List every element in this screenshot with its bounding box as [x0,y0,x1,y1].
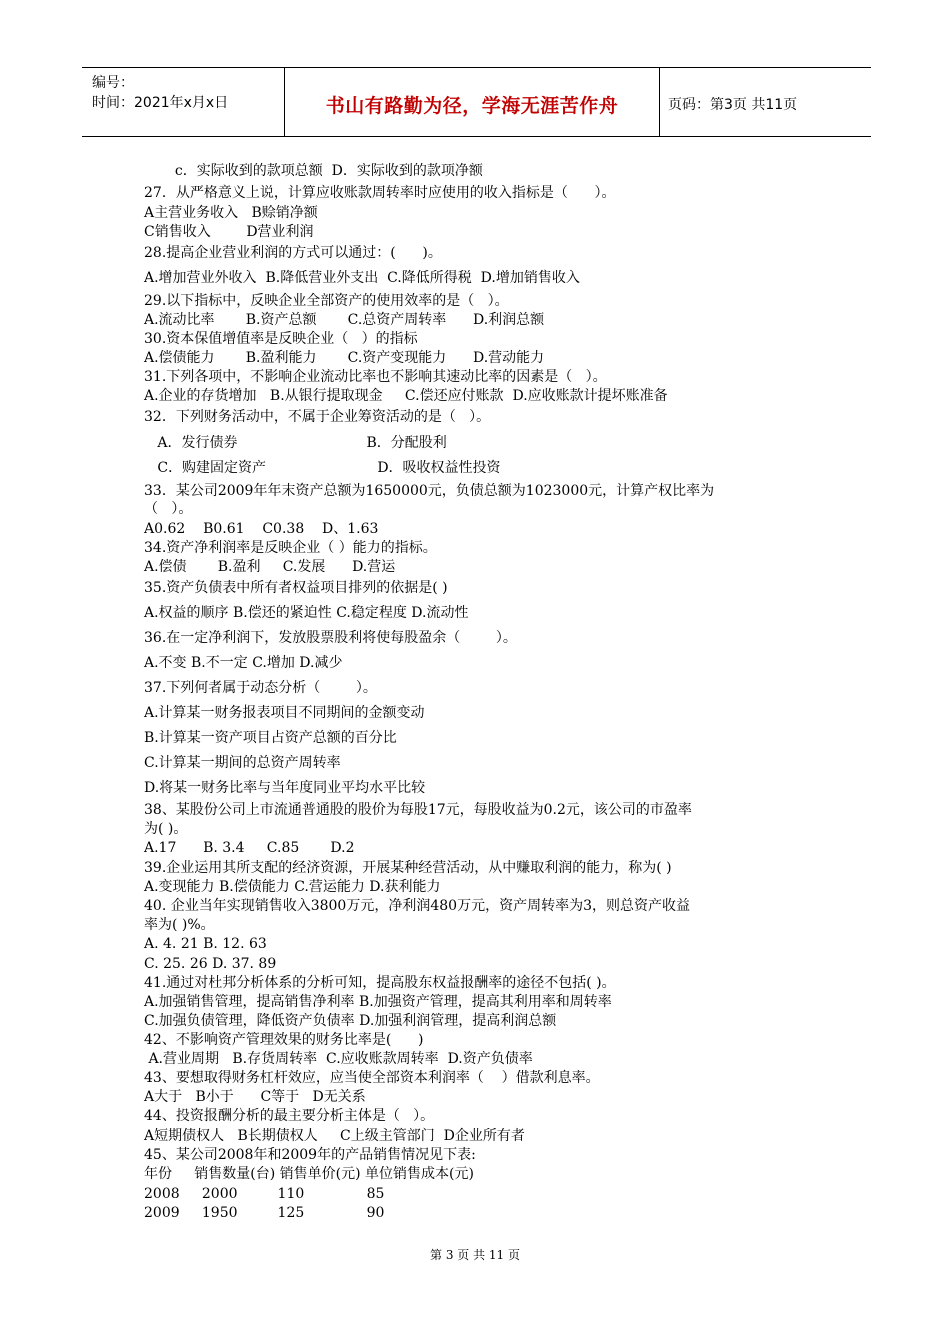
table-row: 2008 2000 110 85 [144,1186,385,1202]
question-41: 41.通过对杜邦分析体系的分析可知，提高股东权益报酬率的途径不包括( )。 [144,975,616,991]
question-28: 28.提高企业营业利润的方式可以通过：( )。 [144,245,442,261]
text-line: B.计算某一资产项目占资产总额的百分比 [144,730,397,746]
page-footer: 第 3 页 共 11 页 [430,1248,520,1262]
text-line: A.17 B. 3.4 C.85 D.2 [144,840,355,856]
text-line: A.增加营业外收入 B.降低营业外支出 C.降低所得税 D.增加销售收入 [144,270,580,286]
question-40: 40. 企业当年实现销售收入3800万元，净利润480万元，资产周转率为3，则总资产收益 [144,898,690,914]
text-line: 率为( )%。 [144,917,215,933]
number-label: 编号： [92,75,134,91]
text-line: C. 25. 26 D. 37. 89 [144,956,277,972]
text-line: A.企业的存货增加 B.从银行提取现金 C.偿还应付账款 D.应收账款计提坏账准备 [144,388,668,404]
text-line: C．购建固定资产 D．吸收权益性投资 [144,460,501,476]
question-36: 36.在一定净利润下，发放股票股利将使每股盈余（ ）。 [144,630,517,646]
page-label: 页码：第3页 共11页 [668,97,798,113]
text-line: C.计算某一期间的总资产周转率 [144,755,341,771]
question-27: 27．从严格意义上说，计算应收账款周转率时应使用的收入指标是（ ）。 [144,185,616,201]
text-line: A0.62 B0.61 C0.38 D、1.63 [144,521,379,537]
question-31: 31.下列各项中，不影响企业流动比率也不影响其速动比率的因素是（ ）。 [144,369,607,385]
question-35: 35.资产负债表中所有者权益项目排列的依据是( ) [144,580,448,596]
text-line: A.权益的顺序 B.偿还的紧迫性 C.稳定程度 D.流动性 [144,605,469,621]
time-label: 时间：2021年x月x日 [92,95,229,111]
question-34: 34.资产净利润率是反映企业（ ）能力的指标。 [144,540,437,556]
text-line: A.不变 B.不一定 C.增加 D.减少 [144,655,343,671]
text-line: A.加强销售管理，提高销售净利率 B.加强资产管理，提高其利用率和周转率 [144,994,612,1010]
text-line: A.偿债 B.盈利 C.发展 D.营运 [144,559,396,575]
text-line: C.加强负债管理，降低资产负债率 D.加强利润管理，提高利润总额 [144,1013,557,1029]
table-header-row: 年份 销售数量(台) 销售单价(元) 单位销售成本(元) [144,1166,474,1182]
text-line: A.流动比率 B.资产总额 C.总资产周转率 D.利润总额 [144,312,545,328]
text-line: A．发行债券 B．分配股利 [144,435,447,451]
text-line: （ ）。 [144,501,193,517]
text-line: C销售收入 D营业利润 [144,224,314,240]
question-38: 38、某股份公司上市流通普通股的股价为每股17元，每股收益为0.2元，该公司的市盈率 [144,802,692,818]
question-44: 44、投资报酬分析的最主要分析主体是（ ）。 [144,1108,435,1124]
text-line: A.营业周期 B.存货周转率 C.应收账款周转率 D.资产负债率 [144,1051,533,1067]
text-line: A短期债权人 B长期债权人 C上级主管部门 D企业所有者 [144,1128,525,1144]
text-line: D.将某一财务比率与当年度同业平均水平比较 [144,780,426,796]
header-page-cell [660,68,871,136]
question-30: 30.资本保值增值率是反映企业（ ）的指标 [144,331,418,347]
header-motto-cell [285,68,660,136]
text-line: A.变现能力 B.偿债能力 C.营运能力 D.获利能力 [144,879,441,895]
text-line: A大于 B小于 C等于 D无关系 [144,1089,366,1105]
question-43: 43、要想取得财务杠杆效应，应当使全部资本利润率（ ）借款利息率。 [144,1070,600,1086]
question-37: 37.下列何者属于动态分析（ ）。 [144,680,377,696]
question-45: 45、某公司2008年和2009年的产品销售情况见下表: [144,1147,476,1163]
header-table [82,67,871,137]
text-line: A.偿债能力 B.盈利能力 C.资产变现能力 D.营动能力 [144,350,545,366]
text-line: A. 4. 21 B. 12. 63 [144,936,267,952]
text-line: A主营业务收入 B赊销净额 [144,205,318,221]
text-line: 为( )。 [144,821,188,837]
question-32: 32．下列财务活动中，不属于企业筹资活动的是（ ）。 [144,409,491,425]
motto: 书山有路勤为径，学海无涯苦作舟 [325,95,619,117]
table-row: 2009 1950 125 90 [144,1205,385,1221]
question-33: 33．某公司2009年年末资产总额为1650000元，负债总额为1023000元，计算产权比率为 [144,483,715,499]
header-info-cell [82,68,285,136]
question-42: 42、不影响资产管理效果的财务比率是( ) [144,1032,424,1048]
question-29: 29.以下指标中，反映企业全部资产的使用效率的是（ ）。 [144,293,509,309]
question-39: 39.企业运用其所支配的经济资源，开展某种经营活动，从中赚取利润的能力，称为( ) [144,860,672,876]
text-line: c．实际收到的款项总额 D．实际收到的款项净额 [166,163,483,179]
text-line: A.计算某一财务报表项目不同期间的金额变动 [144,705,425,721]
